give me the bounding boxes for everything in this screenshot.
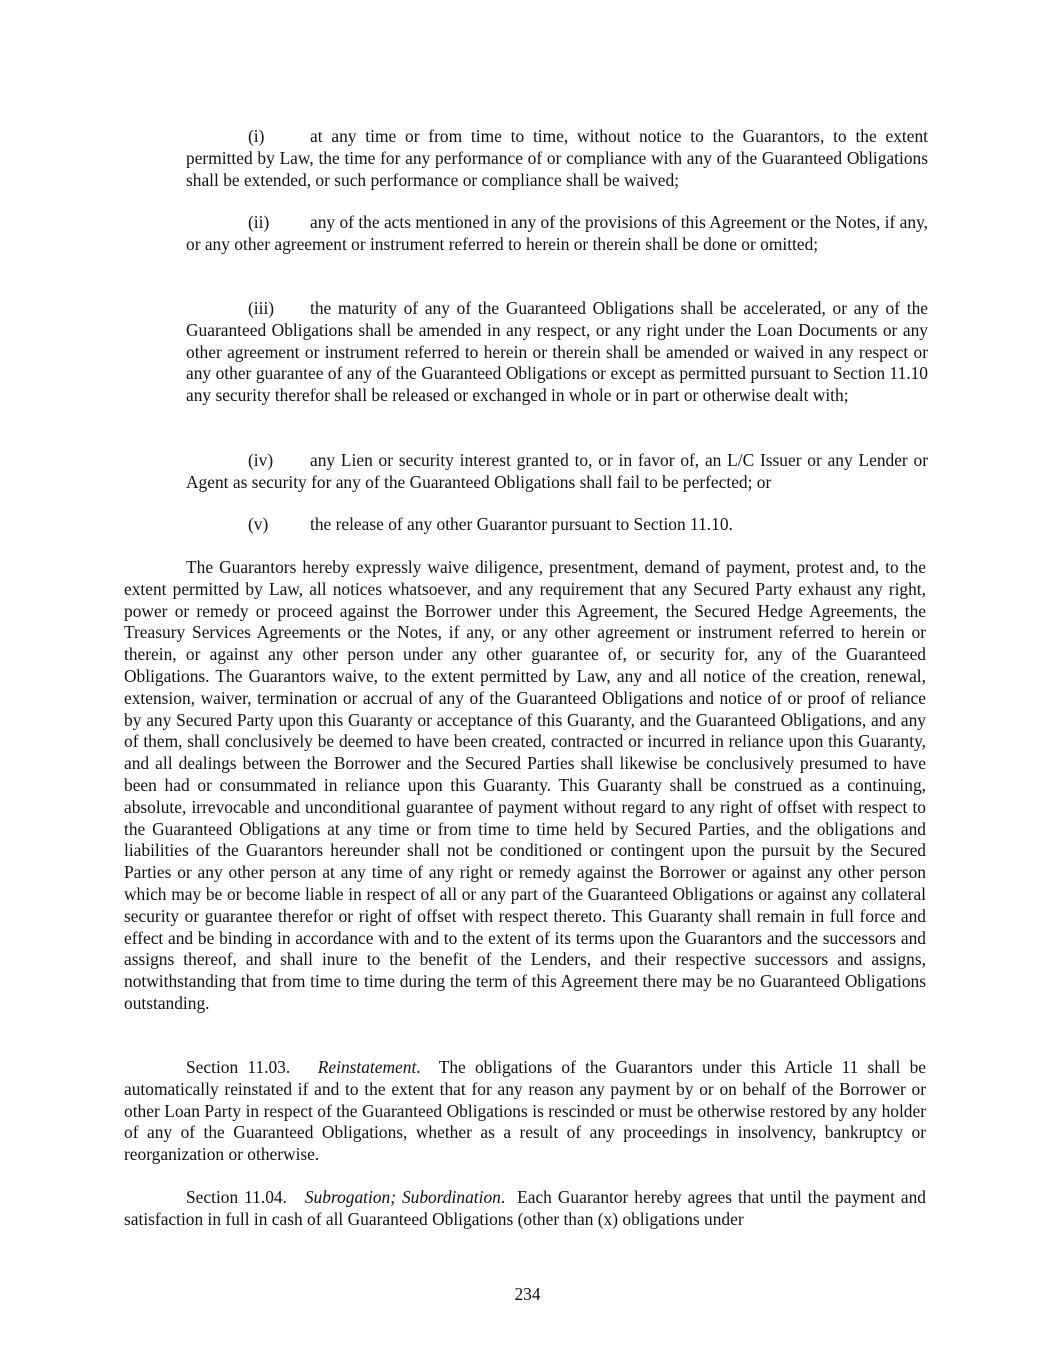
clause-item	[186, 450, 928, 494]
section-number: Section 11.04.	[186, 1187, 287, 1207]
clause-number: (i)	[248, 126, 265, 146]
clause-number: (iv)	[248, 450, 274, 470]
clause-text: at any time or from time to time, without notice to the Guarantors, to the extent permitted by Law, the time for any performance of or compliance with any of the Guaranteed Obligations shall be extended, or such performance or compliance shall be waived;	[186, 126, 928, 190]
section-subrogation: Section 11.04. Subrogation; Subordination. Each Guarantor hereby agrees that until the payment and satisfaction in full in cash of all Guaranteed Obligations (other than (x) obligations under	[124, 1187, 927, 1229]
clause-item	[186, 298, 928, 407]
clause-item	[186, 212, 928, 256]
clause-text: the maturity of any of the Guaranteed Obligations shall be accelerated, or any of the Guaranteed Obligations shall be amended in any respect, or any right under the Loan Documents or any other agreement or instrument referred to herein or therein shall be amended or waived in any respect or any other guarantee of any of the Guaranteed Obligations or except as permitted pursuant to Section 11.10 any security therefor shall be released or exchanged in whole or in part or otherwise dealt with;	[186, 298, 928, 406]
clause-number: (v)	[248, 514, 269, 534]
page-number: 234	[514, 1284, 541, 1304]
section-text: Each Guarantor hereby agrees that until the payment and satisfaction in full in cash of all Guaranteed Obligations (other than (x) obligations under	[124, 1187, 927, 1229]
section-title: Subrogation; Subordination	[304, 1187, 501, 1207]
section-title: Reinstatement	[317, 1057, 417, 1077]
clause-text: the release of any other Guarantor pursuant to Section 11.10.	[310, 514, 733, 534]
clause-item	[186, 126, 928, 191]
clause-text: any Lien or security interest granted to, or in favor of, an L/C Issuer or any Lender or Agent as security for any of the Guaranteed Obligations shall fail to be perfected; or	[186, 450, 928, 492]
section-number: Section 11.03.	[186, 1057, 291, 1077]
clause-number: (ii)	[248, 212, 270, 232]
clause-item	[186, 514, 928, 536]
section-reinstatement: Section 11.03. Reinstatement. The obligations of the Guarantors under this Article 11 shall be automatically reinstated if and to the extent that for any reason any payment by or on behalf of the Borrower or other Loan Party in respect of the Guaranteed Obligations is rescinded or must be otherwise restored by any holder of any of the Guaranteed Obligations, whether as a result of any proceedings in insolvency, bankruptcy or reorganization or otherwise.	[124, 1057, 926, 1165]
clause-text: any of the acts mentioned in any of the provisions of this Agreement or the Notes, if any, or any other agreement or instrument referred to herein or therein shall be done or omitted;	[186, 212, 928, 254]
clause-number: (iii)	[248, 298, 275, 318]
waiver-paragraph: The Guarantors hereby expressly waive diligence, presentment, demand of payment, protest and, to the extent permitted by Law, all notices whatsoever, and any requirement that any Secured Party exhaust any right, power or remedy or proceed against the Borrower under this Agreement, the Secured Hedge Agreements, the Treasury Services Agreements or the Notes, if any, or any other agreement or instrument referred to herein or therein, or against any other person under any other guarantee of, or security for, any of the Guaranteed Obligations. The Guarantors waive, to the extent permitted by Law, any and all notice of the creation, renewal, extension, waiver, termination or accrual of any of the Guaranteed Obligations and notice of or proof of reliance by any Secured Party upon this Guaranty or acceptance of this Guaranty, and the Guaranteed Obligations, and any of them, shall conclusively be deemed to have been created, contracted or incurred in reliance upon this Guaranty, and all dealings between the Borrower and the Secured Parties shall likewise be conclusively presumed to have been had or consummated in reliance upon this Guaranty. This Guaranty shall be construed as a continuing, absolute, irrevocable and unconditional guarantee of payment without regard to any right of offset with respect to the Guaranteed Obligations at any time or from time to time held by Secured Parties, and the obligations and liabilities of the Guarantors hereunder shall not be conditioned or contingent upon the pursuit by the Secured Parties or any other person at any time of any right or remedy against the Borrower or against any other person which may be or become liable in respect of all or any part of the Guaranteed Obligations or against any collateral security or guarantee therefor or right of offset with respect thereto. This Guaranty shall remain in full force and effect and be binding in accordance with and to the extent of its terms upon the Guarantors and the successors and assigns thereof, and shall inure to the benefit of the Lenders, and their respective successors and assigns, notwithstanding that from time to time during the term of this Agreement there may be no Guaranteed Obligations outstanding.	[124, 557, 926, 1013]
section-text: The obligations of the Guarantors under this Article 11 shall be automatically reinstated if and to the extent that for any reason any payment by or on behalf of the Borrower or other Loan Party in respect of the Guaranteed Obligations is rescinded or must be otherwise restored by any holder of any of the Guaranteed Obligations, whether as a result of any proceedings in insolvency, bankruptcy or reorganization or otherwise.	[124, 1057, 926, 1165]
